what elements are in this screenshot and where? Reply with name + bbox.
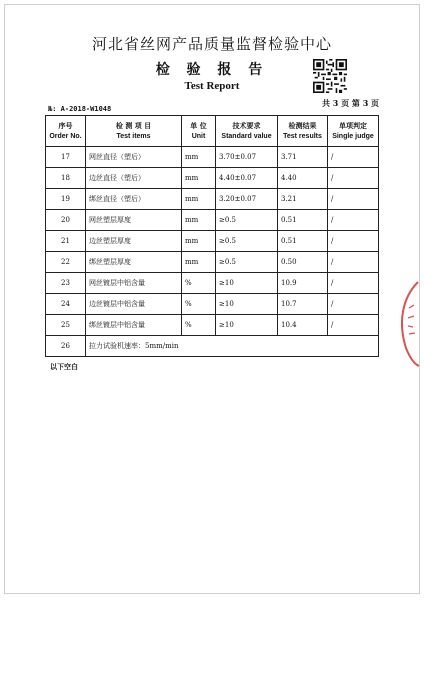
page-count: 共 3 页 第 3 页 xyxy=(322,98,380,108)
cell-order-no: 18 xyxy=(46,168,86,189)
cell-test-result: 4.40 xyxy=(278,168,328,189)
cell-test-result: 10.7 xyxy=(278,294,328,315)
cell-standard-value: ≥0.5 xyxy=(216,231,278,252)
cell-single-judge: / xyxy=(328,189,379,210)
report-title-en: Test Report xyxy=(184,80,240,92)
cell-single-judge: / xyxy=(328,168,379,189)
results-table xyxy=(45,115,379,357)
cell-order-no: 21 xyxy=(46,231,86,252)
header-label-en: Test results xyxy=(283,132,322,140)
cell-standard-value: 3.70±0.07 xyxy=(216,147,278,168)
table-row xyxy=(46,210,379,231)
header-label-en: Standard value xyxy=(221,132,272,140)
report-title-cn: 检 验 报 告 xyxy=(155,62,269,78)
cell-test-item: 绑丝塑层厚度 xyxy=(86,252,182,273)
cell-test-item: 网丝直径（塑后） xyxy=(86,147,182,168)
cell-test-result: 10.9 xyxy=(278,273,328,294)
cell-unit: mm xyxy=(182,231,216,252)
table-row xyxy=(46,273,379,294)
cell-single-judge: / xyxy=(328,231,379,252)
cell-test-item: 绑丝镀层中铝含量 xyxy=(86,315,182,336)
header-label-en: Order No. xyxy=(49,132,82,140)
cell-order-no: 19 xyxy=(46,189,86,210)
cell-test-item: 网丝塑层厚度 xyxy=(86,210,182,231)
cell-unit: mm xyxy=(182,168,216,189)
qr-code-icon xyxy=(313,59,347,93)
header-test-items xyxy=(86,116,182,147)
report-number: №: A-2018-W1048 xyxy=(48,105,112,113)
cell-unit: mm xyxy=(182,252,216,273)
red-stamp-icon xyxy=(392,278,422,368)
cell-test-result: 3.21 xyxy=(278,189,328,210)
header-label-cn: 序号 xyxy=(58,120,73,130)
cell-order-no: 26 xyxy=(46,336,86,357)
cell-test-item: 边丝镀层中铝含量 xyxy=(86,294,182,315)
cell-standard-value: ≥0.5 xyxy=(216,252,278,273)
cell-single-judge: / xyxy=(328,273,379,294)
header-standard-value xyxy=(216,116,278,147)
cell-standard-value: ≥10 xyxy=(216,294,278,315)
cell-single-judge: / xyxy=(328,147,379,168)
cell-test-item: 绑丝直径（塑后） xyxy=(86,189,182,210)
cell-test-result: 0.51 xyxy=(278,231,328,252)
table-row xyxy=(46,252,379,273)
cell-standard-value: 3.20±0.07 xyxy=(216,189,278,210)
organization-name: 河北省丝网产品质量监督检验中心 xyxy=(91,35,332,53)
cell-single-judge: / xyxy=(328,294,379,315)
cell-unit: mm xyxy=(182,189,216,210)
cell-unit: % xyxy=(182,273,216,294)
cell-test-result: 3.71 xyxy=(278,147,328,168)
cell-order-no: 25 xyxy=(46,315,86,336)
cell-single-judge: / xyxy=(328,252,379,273)
table-row-final xyxy=(46,336,379,357)
header-order-no xyxy=(46,116,86,147)
table-row xyxy=(46,231,379,252)
header-label-cn: 单 位 xyxy=(190,120,207,130)
cell-test-item: 边丝塑层厚度 xyxy=(86,231,182,252)
cell-unit: % xyxy=(182,315,216,336)
cell-test-result: 10.4 xyxy=(278,315,328,336)
cell-order-no: 23 xyxy=(46,273,86,294)
cell-order-no: 24 xyxy=(46,294,86,315)
header-label-en: Single judge xyxy=(332,132,374,140)
table-row xyxy=(46,294,379,315)
end-note: 以下空白 xyxy=(50,362,78,371)
cell-standard-value: ≥10 xyxy=(216,273,278,294)
table-row xyxy=(46,147,379,168)
cell-single-judge: / xyxy=(328,315,379,336)
table-header-row xyxy=(46,116,379,147)
header-label-cn: 单项判定 xyxy=(339,120,367,130)
table-row xyxy=(46,315,379,336)
table-row xyxy=(46,189,379,210)
header-single-judge xyxy=(328,116,379,147)
header-label-en: Test items xyxy=(116,132,151,140)
cell-test-item: 网丝镀层中铝含量 xyxy=(86,273,182,294)
cell-test-result: 0.51 xyxy=(278,210,328,231)
cell-unit: mm xyxy=(182,210,216,231)
cell-standard-value: 4.40±0.07 xyxy=(216,168,278,189)
cell-test-condition: 拉力试验机速率：5mm/min xyxy=(86,336,379,357)
cell-standard-value: ≥10 xyxy=(216,315,278,336)
cell-unit: % xyxy=(182,294,216,315)
cell-order-no: 20 xyxy=(46,210,86,231)
cell-single-judge: / xyxy=(328,210,379,231)
cell-order-no: 17 xyxy=(46,147,86,168)
cell-standard-value: ≥0.5 xyxy=(216,210,278,231)
cell-test-result: 0.50 xyxy=(278,252,328,273)
header-label-en: Unit xyxy=(191,132,206,140)
header-label-cn: 技术要求 xyxy=(232,120,261,130)
table-row xyxy=(46,168,379,189)
header-label-cn: 检 测 项 目 xyxy=(115,120,152,130)
header-test-results xyxy=(278,116,328,147)
cell-order-no: 22 xyxy=(46,252,86,273)
cell-unit: mm xyxy=(182,147,216,168)
cell-test-item: 边丝直径（塑后） xyxy=(86,168,182,189)
header-unit xyxy=(182,116,216,147)
header-label-cn: 检测结果 xyxy=(288,120,317,130)
